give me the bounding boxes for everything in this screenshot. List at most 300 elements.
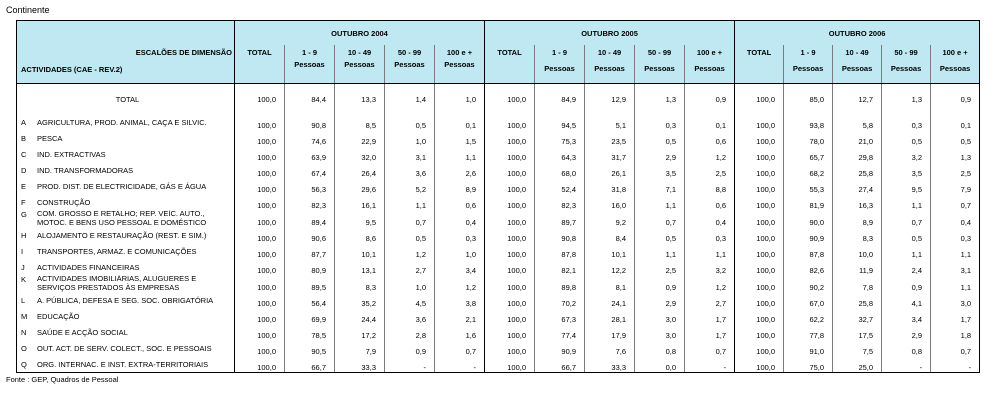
table-row [17, 356, 980, 373]
table-cell: 78,5 [285, 324, 335, 340]
table-cell: 0,3 [931, 227, 980, 243]
table-cell: 100,0 [735, 308, 784, 324]
table-cell: 90,8 [535, 227, 585, 243]
table-cell: 55,3 [784, 178, 833, 194]
table-cell: 1,1 [882, 194, 931, 210]
table-cell: 0,5 [385, 114, 435, 130]
table-cell: 100,0 [485, 275, 535, 292]
row-code: I [21, 246, 24, 256]
table-cell: 2,5 [635, 259, 685, 275]
table-cell: 2,7 [685, 292, 735, 308]
table-cell: 1,1 [685, 243, 735, 259]
table-cell: 90,0 [784, 210, 833, 227]
table-cell: 66,7 [285, 356, 335, 373]
col-unit: Pessoas [939, 64, 971, 73]
table-cell: 56,3 [285, 178, 335, 194]
table-cell: 100,0 [735, 356, 784, 373]
col-unit: Pessoas [792, 64, 824, 73]
row-label: PROD. DIST. DE ELECTRICIDADE, GÁS E ÁGUA [37, 181, 207, 191]
table-cell: 62,2 [784, 308, 833, 324]
col-unit: Pessoas [444, 60, 475, 69]
table-cell: 0,7 [882, 210, 931, 227]
table-cell: 85,0 [784, 84, 833, 115]
col-label: 1 - 9 [552, 48, 568, 57]
row-label-cell [17, 146, 235, 162]
col-unit: Pessoas [841, 64, 873, 73]
row-label-cell [17, 275, 235, 292]
table-cell: 3,5 [882, 162, 931, 178]
table-cell: 100,0 [485, 130, 535, 146]
statistics-table [16, 20, 980, 373]
table-cell: 10,1 [585, 243, 635, 259]
row-label: IND. EXTRACTIVAS [37, 149, 106, 159]
table-cell: 2,1 [435, 308, 485, 324]
table-row [17, 178, 980, 194]
table-cell: 13,1 [335, 259, 385, 275]
table-cell: 0,5 [635, 227, 685, 243]
table-cell: 10,1 [335, 243, 385, 259]
row-label-cell [17, 114, 235, 130]
table-cell: 0,5 [882, 130, 931, 146]
table-cell: 3,6 [385, 308, 435, 324]
table-cell: 68,0 [535, 162, 585, 178]
table-cell: 16,0 [585, 194, 635, 210]
table-cell: 89,7 [535, 210, 585, 227]
row-label-cell [17, 130, 235, 146]
row-label: EDUCAÇÃO [37, 311, 80, 321]
table-body [17, 84, 980, 373]
table-row-total [17, 84, 980, 115]
table-cell: 2,8 [385, 324, 435, 340]
table-cell: 0,6 [685, 194, 735, 210]
table-cell: 100,0 [235, 356, 285, 373]
table-cell: 100,0 [735, 146, 784, 162]
table-cell: 68,2 [784, 162, 833, 178]
table-cell: 25,8 [833, 292, 882, 308]
row-label-cell [17, 308, 235, 324]
row-code: G [21, 210, 27, 219]
col-50-99-2006 [882, 45, 931, 84]
statistics-table-wrapper [16, 20, 979, 372]
table-cell: 23,5 [585, 130, 635, 146]
column-header-row [17, 45, 980, 84]
row-code: D [21, 165, 27, 175]
table-cell: 1,6 [435, 324, 485, 340]
table-cell: 1,7 [685, 324, 735, 340]
table-cell: 74,6 [285, 130, 335, 146]
escaloes-label: ESCALÕES DE DIMENSÃO [135, 48, 232, 57]
table-cell: 9,2 [585, 210, 635, 227]
table-cell: 0,8 [635, 340, 685, 356]
table-cell: 90,9 [784, 227, 833, 243]
table-cell: 100,0 [735, 340, 784, 356]
table-cell: 1,0 [385, 130, 435, 146]
table-cell: 100,0 [235, 340, 285, 356]
table-cell: 0,4 [931, 210, 980, 227]
col-unit: Pessoas [694, 64, 725, 73]
col-total-2006 [735, 45, 784, 84]
table-cell: 1,7 [685, 308, 735, 324]
table-cell: 69,9 [285, 308, 335, 324]
table-cell: 3,1 [385, 146, 435, 162]
table-cell: 26,4 [335, 162, 385, 178]
table-cell: 100,0 [735, 84, 784, 115]
table-row [17, 275, 980, 292]
source-note: Fonte : GEP, Quadros de Pessoal [6, 375, 119, 384]
col-10-49-2004 [335, 45, 385, 84]
table-cell: - [685, 356, 735, 373]
table-cell: 94,5 [535, 114, 585, 130]
table-cell: 90,6 [285, 227, 335, 243]
table-cell: 82,6 [784, 259, 833, 275]
table-cell: 100,0 [485, 114, 535, 130]
row-code: F [21, 197, 26, 207]
row-label: OUT. ACT. DE SERV. COLECT., SOC. E PESSOAIS [37, 343, 212, 353]
table-cell: 56,4 [285, 292, 335, 308]
row-code: H [21, 230, 27, 240]
table-cell: 100,0 [735, 194, 784, 210]
table-cell: 33,3 [585, 356, 635, 373]
table-cell: 0,3 [882, 114, 931, 130]
col-label: 10 - 49 [347, 48, 372, 57]
table-cell: 0,9 [385, 340, 435, 356]
table-cell: 3,1 [931, 259, 980, 275]
table-cell: 2,9 [635, 146, 685, 162]
col-50-99-2005 [635, 45, 685, 84]
table-cell: 100,0 [235, 308, 285, 324]
table-cell: 0,0 [635, 356, 685, 373]
table-cell: 0,5 [882, 227, 931, 243]
table-cell: 1,0 [435, 243, 485, 259]
table-cell: 0,7 [435, 340, 485, 356]
table-cell: 3,4 [882, 308, 931, 324]
table-cell: 1,1 [435, 146, 485, 162]
table-cell: 100,0 [735, 130, 784, 146]
table-cell: 100,0 [235, 259, 285, 275]
table-cell: 100,0 [485, 243, 535, 259]
table-cell: 1,1 [385, 194, 435, 210]
table-cell: 78,0 [784, 130, 833, 146]
row-header-cell [17, 45, 235, 84]
col-label: 1 - 9 [800, 48, 816, 57]
col-50-99-2004 [385, 45, 435, 84]
col-unit: Pessoas [294, 60, 325, 69]
col-unit: Pessoas [594, 64, 625, 73]
table-cell: 12,7 [833, 84, 882, 115]
table-row [17, 114, 980, 130]
table-row [17, 130, 980, 146]
table-cell: 2,9 [882, 324, 931, 340]
table-cell: 1,7 [931, 308, 980, 324]
table-cell: 1,4 [385, 84, 435, 115]
table-cell: - [882, 356, 931, 373]
table-cell: 100,0 [735, 243, 784, 259]
table-cell: 12,2 [585, 259, 635, 275]
col-unit: Pessoas [890, 64, 922, 73]
table-cell: 0,7 [931, 194, 980, 210]
table-cell: 67,0 [784, 292, 833, 308]
col-unit: Pessoas [644, 64, 675, 73]
row-code: M [21, 311, 28, 321]
table-cell: 1,1 [635, 194, 685, 210]
table-cell: 0,3 [435, 227, 485, 243]
table-cell: 1,3 [931, 146, 980, 162]
table-cell: 84,4 [285, 84, 335, 115]
table-cell: 4,1 [882, 292, 931, 308]
table-cell: 100,0 [485, 324, 535, 340]
table-cell: 64,3 [535, 146, 585, 162]
table-cell: 24,1 [585, 292, 635, 308]
col-1-9-2006 [784, 45, 833, 84]
table-cell: 1,1 [931, 243, 980, 259]
table-cell: 3,0 [635, 308, 685, 324]
table-cell: 1,0 [385, 275, 435, 292]
table-cell: 100,0 [735, 114, 784, 130]
table-cell: 1,2 [685, 146, 735, 162]
table-cell: 100,0 [235, 162, 285, 178]
row-label: TRANSPORTES, ARMAZ. E COMUNICAÇÕES [37, 246, 197, 256]
table-cell: 100,0 [485, 210, 535, 227]
table-cell: 0,9 [931, 84, 980, 115]
table-cell: 16,1 [335, 194, 385, 210]
table-cell: 87,7 [285, 243, 335, 259]
table-row [17, 162, 980, 178]
col-100-plus-2004 [435, 45, 485, 84]
table-cell: 31,8 [585, 178, 635, 194]
table-cell: 1,1 [882, 243, 931, 259]
table-cell: 93,8 [784, 114, 833, 130]
table-cell: 29,8 [833, 146, 882, 162]
table-cell: 100,0 [735, 227, 784, 243]
table-cell: 100,0 [485, 356, 535, 373]
table-cell: 12,9 [585, 84, 635, 115]
row-label-cell [17, 356, 235, 373]
table-cell: 100,0 [485, 292, 535, 308]
row-label: A. PÚBLICA, DEFESA E SEG. SOC. OBRIGATÓRIA [37, 295, 214, 305]
table-cell: 24,4 [335, 308, 385, 324]
table-cell: 32,0 [335, 146, 385, 162]
col-unit: Pessoas [394, 60, 425, 69]
row-label: AGRICULTURA, PROD. ANIMAL, CAÇA E SILVIC. [37, 117, 207, 127]
table-cell: 10,0 [833, 243, 882, 259]
year-header-row [17, 21, 980, 46]
table-cell: 3,0 [635, 324, 685, 340]
table-cell: 63,9 [285, 146, 335, 162]
table-cell: 0,1 [685, 114, 735, 130]
row-code: A [21, 117, 27, 127]
table-cell: 100,0 [235, 243, 285, 259]
table-cell: 7,6 [585, 340, 635, 356]
table-cell: 0,3 [635, 114, 685, 130]
table-cell: 70,2 [535, 292, 585, 308]
table-cell: 77,8 [784, 324, 833, 340]
table-cell: 67,4 [285, 162, 335, 178]
table-cell: 13,3 [335, 84, 385, 115]
table-cell: 100,0 [485, 194, 535, 210]
row-label: SAÚDE E ACÇÃO SOCIAL [37, 327, 128, 337]
col-1-9-2004 [285, 45, 335, 84]
col-label: 100 e + [942, 48, 968, 57]
row-label-cell [17, 259, 235, 275]
table-cell: 3,8 [435, 292, 485, 308]
table-cell: 100,0 [235, 275, 285, 292]
row-label-cell [17, 324, 235, 340]
table-cell: 7,8 [833, 275, 882, 292]
table-cell: 77,4 [535, 324, 585, 340]
table-cell: 82,3 [535, 194, 585, 210]
actividades-label: ACTIVIDADES (CAE - REV.2) [21, 65, 123, 74]
row-label: IND. TRANSFORMADORAS [37, 165, 134, 175]
table-cell: 90,9 [535, 340, 585, 356]
table-cell: 1,2 [435, 275, 485, 292]
table-cell: 1,2 [685, 275, 735, 292]
row-label: ACTIVIDADES FINANCEIRAS [37, 262, 140, 272]
table-cell: 0,9 [882, 275, 931, 292]
region-label: Continente [6, 5, 50, 15]
table-row [17, 227, 980, 243]
row-label-cell [17, 162, 235, 178]
table-cell: 100,0 [235, 84, 285, 115]
table-cell: 7,9 [335, 340, 385, 356]
table-cell: 82,1 [535, 259, 585, 275]
table-cell: 0,7 [385, 210, 435, 227]
table-cell: 2,5 [685, 162, 735, 178]
table-cell: 25,0 [833, 356, 882, 373]
table-cell: 2,5 [931, 162, 980, 178]
table-cell: 4,5 [385, 292, 435, 308]
year-header-2005: OUTUBRO 2005 [485, 21, 735, 46]
table-cell: 2,4 [882, 259, 931, 275]
table-cell: 8,3 [335, 275, 385, 292]
table-cell: 25,8 [833, 162, 882, 178]
table-row [17, 194, 980, 210]
table-cell: 0,8 [882, 340, 931, 356]
year-header-2006: OUTUBRO 2006 [735, 21, 980, 46]
col-label: 10 - 49 [597, 48, 622, 57]
table-row [17, 308, 980, 324]
table-cell: 75,3 [535, 130, 585, 146]
row-label: PESCA [37, 133, 63, 143]
table-cell: 33,3 [335, 356, 385, 373]
table-cell: 100,0 [735, 275, 784, 292]
table-cell: 8,5 [335, 114, 385, 130]
table-cell: 3,2 [685, 259, 735, 275]
col-label: 50 - 99 [397, 48, 422, 57]
table-row [17, 146, 980, 162]
row-code: C [21, 149, 27, 159]
table-cell: 3,5 [635, 162, 685, 178]
table-cell: 1,2 [385, 243, 435, 259]
table-cell: 3,6 [385, 162, 435, 178]
table-cell: 1,5 [435, 130, 485, 146]
col-label: 50 - 99 [647, 48, 672, 57]
table-cell: 8,1 [585, 275, 635, 292]
table-cell: 89,5 [285, 275, 335, 292]
col-label: 100 e + [696, 48, 723, 57]
table-row [17, 210, 980, 227]
row-label: ALOJAMENTO E RESTAURAÇÃO (REST. E SIM.) [37, 230, 207, 240]
table-cell: 100,0 [235, 146, 285, 162]
table-cell: 100,0 [235, 227, 285, 243]
table-cell: 82,3 [285, 194, 335, 210]
table-cell: 89,4 [285, 210, 335, 227]
table-cell: 75,0 [784, 356, 833, 373]
table-cell: 100,0 [235, 292, 285, 308]
table-cell: 0,9 [635, 275, 685, 292]
table-cell: 0,3 [685, 227, 735, 243]
table-cell: 17,5 [833, 324, 882, 340]
row-label: TOTAL [17, 84, 235, 115]
table-cell: 66,7 [535, 356, 585, 373]
table-cell: - [435, 356, 485, 373]
table-cell: - [385, 356, 435, 373]
table-cell: 2,7 [385, 259, 435, 275]
table-row [17, 292, 980, 308]
col-label: 50 - 99 [894, 48, 918, 57]
row-label: ACTIVIDADES IMOBILIÁRIAS, ALUGUERES E SERVIÇOS PRESTADOS ÀS EMPRESAS [37, 275, 197, 292]
table-cell: 81,9 [784, 194, 833, 210]
table-cell: 27,4 [833, 178, 882, 194]
col-label: 1 - 9 [301, 48, 317, 57]
col-10-49-2005 [585, 45, 635, 84]
row-label: CONSTRUÇÃO [37, 197, 91, 207]
table-cell: 0,1 [931, 114, 980, 130]
row-code: Q [21, 359, 27, 369]
table-cell: 0,6 [435, 194, 485, 210]
table-row [17, 340, 980, 356]
col-100-plus-2006 [931, 45, 980, 84]
table-cell: 100,0 [485, 178, 535, 194]
table-cell: 100,0 [235, 324, 285, 340]
row-label: ORG. INTERNAC. E INST. EXTRA-TERRITORIAIS [37, 359, 209, 369]
table-cell: 100,0 [235, 178, 285, 194]
row-code: E [21, 181, 27, 191]
table-cell: 0,4 [685, 210, 735, 227]
table-cell: 7,1 [635, 178, 685, 194]
row-code: J [21, 262, 25, 272]
table-cell: 29,6 [335, 178, 385, 194]
col-total-2004 [235, 45, 285, 84]
table-cell: 0,4 [435, 210, 485, 227]
row-code: B [21, 133, 27, 143]
col-unit: Pessoas [544, 64, 575, 73]
table-cell: 100,0 [485, 308, 535, 324]
table-cell: 100,0 [485, 84, 535, 115]
table-cell: 7,5 [833, 340, 882, 356]
row-label-cell [17, 210, 235, 227]
table-cell: 100,0 [485, 340, 535, 356]
table-row [17, 243, 980, 259]
table-cell: 0,6 [685, 130, 735, 146]
row-label: COM. GROSSO E RETALHO; REP. VEÍC. AUTO., MOTOC. E BENS USO PESSOAL E DOMÉSTICO [37, 210, 207, 227]
table-cell: 1,1 [635, 243, 685, 259]
table-cell: 31,7 [585, 146, 635, 162]
col-label: 100 e + [446, 48, 473, 57]
table-cell: 0,5 [931, 130, 980, 146]
table-cell: 3,2 [882, 146, 931, 162]
table-cell: 100,0 [735, 324, 784, 340]
header-corner [17, 21, 235, 46]
row-label-cell [17, 243, 235, 259]
table-cell: 84,9 [535, 84, 585, 115]
table-cell: 91,0 [784, 340, 833, 356]
row-code: O [21, 343, 27, 353]
table-cell: 28,1 [585, 308, 635, 324]
table-cell: 90,5 [285, 340, 335, 356]
table-cell: 7,9 [931, 178, 980, 194]
table-cell: 16,3 [833, 194, 882, 210]
table-cell: 65,7 [784, 146, 833, 162]
